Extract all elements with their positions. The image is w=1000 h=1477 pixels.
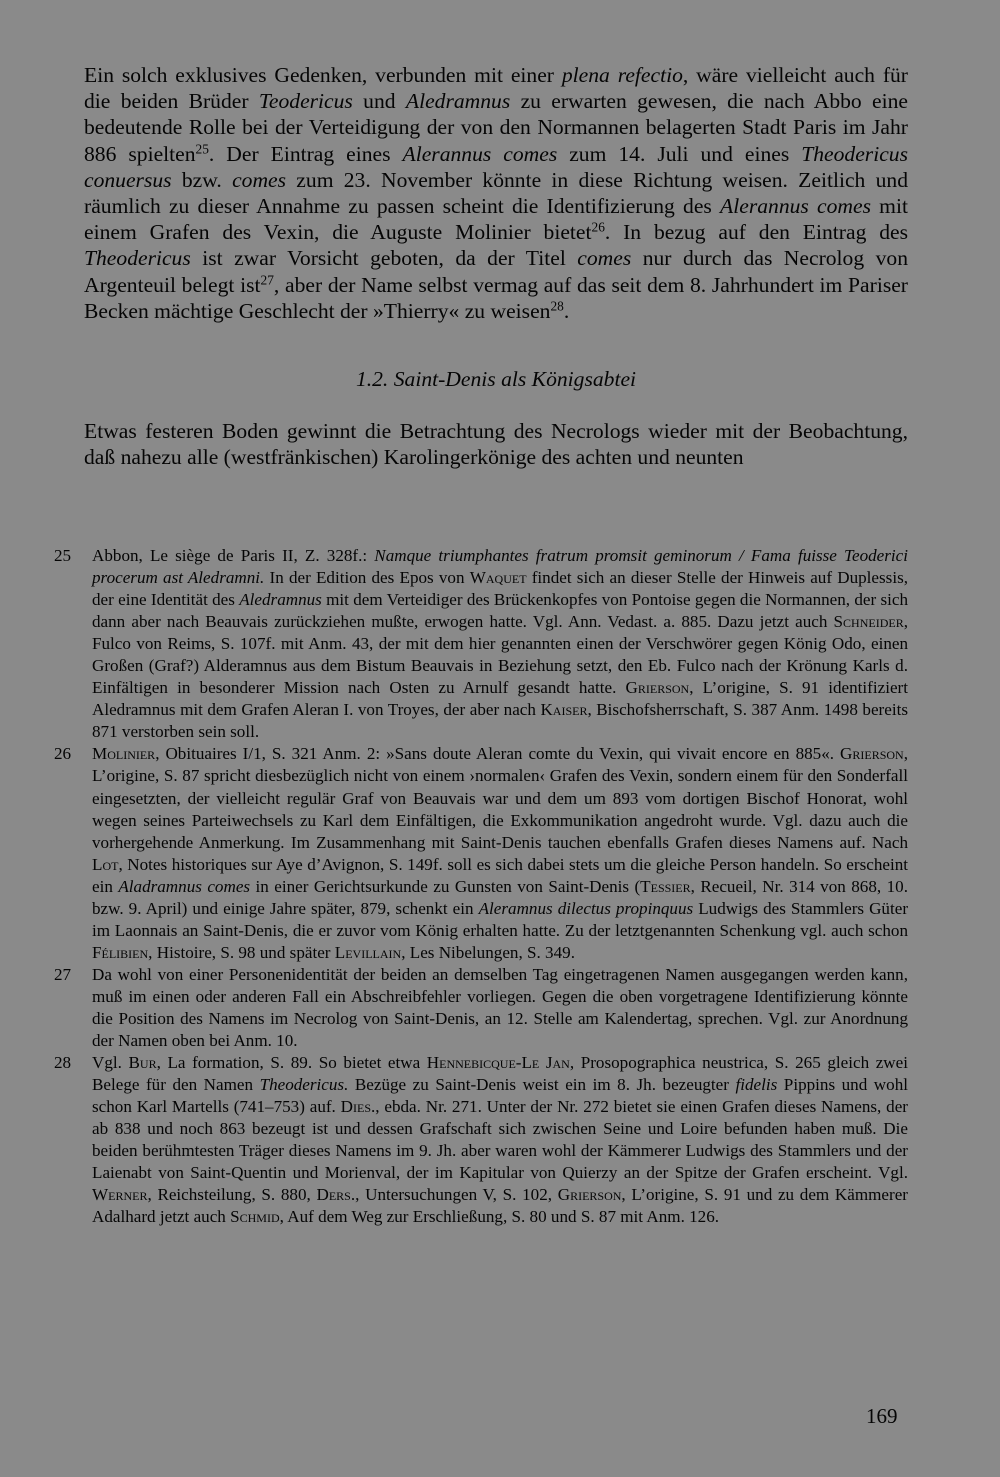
footnote-ref-25: 25 bbox=[195, 141, 209, 157]
footnote-25: 25 Abbon, Le siège de Paris II, Z. 328f.: Namque triumphantes fratrum promsit geminorum / Fama fuisse Teoderici procerum ast Aledramni. In der Edition des Epos von Waquet findet sich an dieser Stelle der Hinweis auf Duplessis, der eine Identität des Aledramnus mit dem Verteidiger des Brückenkopfes von Pontoise gegen die Normannen, der sich dann aber nach Beauvais zurückziehen mußte, erwogen hatte. Vgl. Ann. Vedast. a. 885. Dazu jetzt auch Schneider, Fulco von Reims, S. 107f. mit Anm. 43, der mit dem hier genannten einen der Verschwörer gegen König Odo, einen Großen (Graf?) Alderamnus aus dem Bistum Beauvais in Beziehung setzt, den Eb. Fulco nach der Krönung Karls d. Einfältigen in besonderer Mission nach Osten zu Arnulf gesandt hatte. Grierson, L’origine, S. 91 identifiziert Aledramnus mit dem Grafen Aleran I. von Troyes, der aber nach Kaiser, Bischofsherrschaft, S. 387 Anm. 1498 bereits 871 verstorben sein soll. bbox=[54, 546, 909, 742]
page-body bbox=[54, 62, 909, 1227]
footnote-ref-28: 28 bbox=[550, 298, 564, 314]
footnote-27: 27 Da wohl von einer Personenidentität der beiden an demselben Tag eingetragenen Namen ausgegangen werden kann, muß im einen oder anderen Fall ein Abschreibfehler vorliegen. Gegen die oben vorgetragene Identifizierung könnte die Position des Namens im Necrolog von Saint-Denis, an 12. Stelle am Kalendertag, sprechen. Vgl. zur Anordnung der Namen oben bei Anm. 10. bbox=[54, 964, 908, 1051]
page-number: 169 bbox=[866, 1404, 898, 1428]
footnote-number: 26 bbox=[54, 744, 72, 764]
footnote-28: 28 Vgl. Bur, La formation, S. 89. So bietet etwa Hennebicque-Le Jan, Prosopographica neustrica, S. 265 gleich zwei Belege für den Namen Theodericus. Bezüge zu Saint-Denis weist ein im 8. Jh. bezeugter fidelis Pippins und wohl schon Karl Martells (741–753) auf. Dies., ebda. Nr. 271. Unter der Nr. 272 bietet sie einen Grafen dieses Namens, der ab 838 und noch 863 bezeugt ist und dessen Grafschaft sich zwischen Seine und Loire befunden haben muß. Die beiden berühmtesten Träger dieses Namens im 9. Jh. aber waren wohl der Kämmerer Ludwigs des Stammlers und der Laienabt von Saint-Quentin und Morienval, der im Kapitular von Quierzy an der Spitze der Grafen erscheint. Vgl. Werner, Reichsteilung, S. 880, Ders., Untersuchungen V, S. 102, Grierson, L’origine, S. 91 und zu dem Kämmerer Adalhard jetzt auch Schmid, Auf dem Weg zur Erschließung, S. 80 und S. 87 mit Anm. 126. bbox=[54, 1053, 908, 1227]
paragraph-1: Ein solch exklusives Gedenken, verbunden mit einer plena refectio, wäre vielleicht auch für die beiden Brüder Teodericus und Aledramnus zu erwarten gewesen, die nach Abbo eine bedeutende Rolle bei der Verteidigung der von den Normannen belagerten Stadt Paris im Jahr 886 spielten$^{25}$. Der Eintrag eines Alerannus comes zum 14. Juli und eines Theodericus conuersus bzw. comes zum 23. November könnte in diese Richtung weisen. Zeitlich und räumlich zu dieser Annahme zu passen scheint die Identifizierung des Alerannus comes mit einem Grafen des Vexin, die Auguste Molinier bietet$^{26}$. In bezug auf den Eintrag des Theodericus ist zwar Vorsicht geboten, da der Titel comes nur durch das Necrolog von Argenteuil belegt ist$^{27}$, aber der Name selbst vermag auf das seit dem 8. Jahrhundert im Pariser Becken mächtige Geschlecht der »Thierry« zu weisen$^{28}$. bbox=[84, 63, 909, 323]
footnote-number: 28 bbox=[54, 1053, 72, 1073]
footnote-number: 27 bbox=[54, 964, 72, 984]
footnote-26: 26 Molinier, Obituaires I/1, S. 321 Anm. 2: »Sans doute Aleran comte du Vexin, qui vivait encore en 885«. Grierson, L’origine, S. 87 spricht diesbezüglich nicht von einem ›normalen‹ Grafen des Vexin, sondern einem für den Sonderfall eingesetzten, der vielleicht regulär Graf von Beauvais war und dem um 893 vom dortigen Bischof Honorat, wohl wegen seines Parteiwechsels zu Karl dem Einfältigen, die Exkommunikation angedroht wurde. Vgl. dazu auch die vorhergehende Anmerkung. Im Zusammenhang mit Saint-Denis tauchen ebenfalls Grafen dieses Namens auf. Nach Lot, Notes historiques sur Aye d’Avignon, S. 149f. soll es sich dabei stets um die gleiche Person handeln. So erscheint ein Aladramnus comes in einer Gerichtsurkunde zu Gunsten von Saint-Denis (Tessier, Recueil, Nr. 314 von 868, 10. bzw. 9. April) und einige Jahre später, 879, schenkt ein Aleramnus dilectus propinquus Ludwigs des Stammlers Güter im Laonnais an Saint-Denis, die er zuvor vom König erhalten hatte. Zu der letztgenannten Schenkung vgl. auch schon Félibien, Histoire, S. 98 und später Levillain, Les Nibelungen, S. 349. bbox=[54, 744, 909, 962]
paragraph-2: Etwas festeren Boden gewinnt die Betrachtung des Necrologs wieder mit der Beobachtung, daß nahezu alle (westfränkischen) Karolingerkönige des achten und neunten bbox=[84, 419, 908, 470]
footnote-number: 25 bbox=[54, 546, 72, 565]
footnote-ref-26: 26 bbox=[591, 219, 605, 235]
footnotes bbox=[54, 545, 909, 1228]
footnote-ref-27: 27 bbox=[260, 272, 274, 288]
section-heading: 1.2. Saint-Denis als Königsabtei bbox=[355, 367, 637, 392]
main-text bbox=[84, 62, 908, 470]
